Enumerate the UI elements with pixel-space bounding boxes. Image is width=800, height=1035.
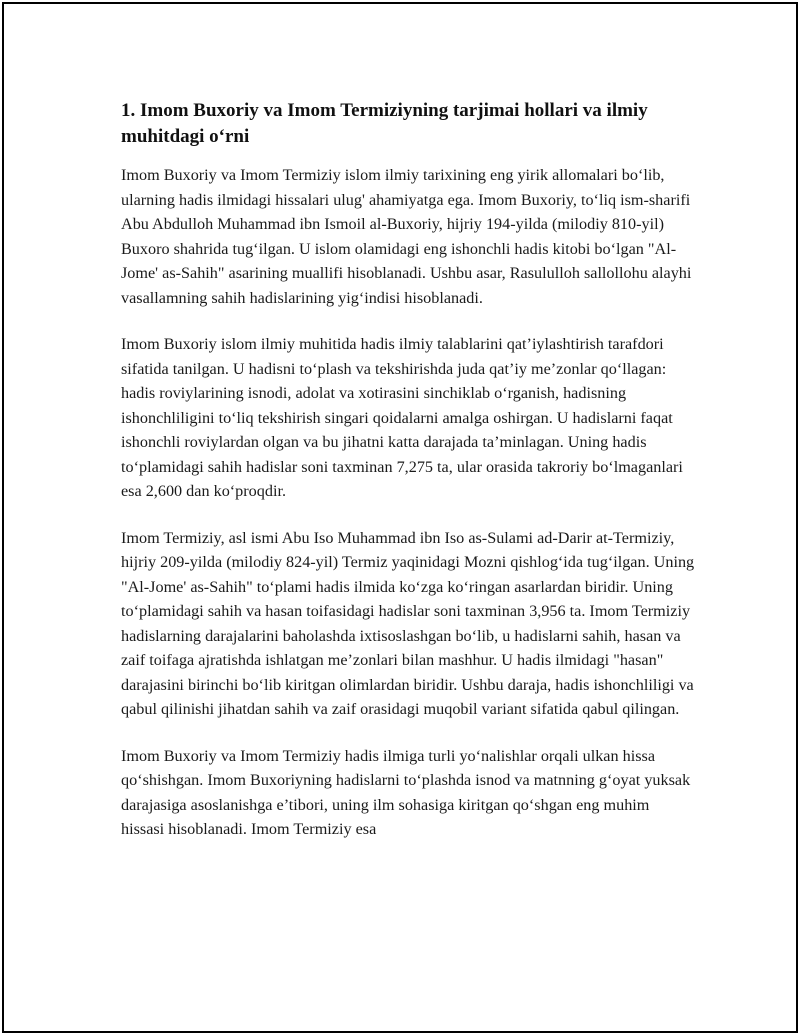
document-body bbox=[121, 98, 696, 864]
paragraph-4: Imom Buxoriy va Imom Termiziy hadis ilmiga turli yo‘nalishlar orqali ulkan hissa qo‘shishgan. Imom Buxoriyning hadislarni to‘plashda isnod va matnning g‘oyat yuksak darajasiga asoslanishga e’tibori, uning ilm sohasiga kiritgan qo‘shgan eng muhim hissasi hisoblanadi. Imom Termiziy esa bbox=[121, 746, 691, 838]
paragraph-3: Imom Termiziy, asl ismi Abu Iso Muhammad ibn Iso as-Sulami ad-Darir at-Termiziy, hijriy 209-yilda (milodiy 824-yil) Termiz yaqinidagi Mozni qishlog‘ida tug‘ilgan. Uning "Al-Jome' as-Sahih" to‘plami hadis ilmida ko‘zga ko‘ringan asarlardan biridir. Uning to‘plamidagi sahih va hasan toifasidagi hadislar soni taxminan 3,956 ta. Imom Termiziy hadislarning darajalarini baholashda ixtisoslashgan bo‘lib, u hadislarni sahih, hasan va zaif toifaga ajratishda ishlatgan me’zonlari bilan mashhur. U hadis ilmidagi "hasan" darajasini birinchi bo‘lib kiritgan olimlardan biridir. Ushbu daraja, hadis ishonchliligi va qabul qilinishi jihatdan sahih va zaif orasidagi muqobil variant sifatida qabul qilingan. bbox=[121, 528, 695, 718]
paragraph-1: Imom Buxoriy va Imom Termiziy islom ilmiy tarixining eng yirik allomalari bo‘lib, ularning hadis ilmidagi hissalari ulug' ahamiyatga ega. Imom Buxoriy, to‘liq ism-sharifi Abu Abdulloh Muhammad ibn Ismoil al-Buxoriy, hijriy 194-yilda (milodiy 810-yil) Buxoro shahrida tug‘ilgan. U islom olamidagi eng ishonchli hadis kitobi bo‘lgan "Al-Jome' as-Sahih" asarining muallifi hisoblanadi. Ushbu asar, Rasululloh sallollohu alayhi vasallamning sahih hadislarining yig‘indisi hisoblanadi. bbox=[121, 166, 692, 307]
section-heading: 1. Imom Buxoriy va Imom Termiziyning tarjimai hollari va ilmiy muhitdagi o‘rni bbox=[121, 100, 648, 147]
paragraph-2: Imom Buxoriy islom ilmiy muhitida hadis ilmiy talablarini qat’iylashtirish tarafdori sifatida tanilgan. U hadisni to‘plash va tekshirishda juda qat’iy me’zonlar qo‘llagan: hadis roviylarining isnodi, adolat va xotirasini sinchiklab o‘rganish, hadisning ishonchliligini to‘liq tekshirish singari qoidalarni amalga oshirgan. U hadislarni faqat ishonchli roviylardan olgan va bu jihatni katta darajada ta’minlagan. Uning hadis to‘plamidagi sahih hadislar soni taxminan 7,275 ta, ular orasida takroriy bo‘lmaganlari esa 2,600 dan ko‘proqdir. bbox=[121, 335, 683, 500]
page-frame bbox=[2, 2, 798, 1033]
